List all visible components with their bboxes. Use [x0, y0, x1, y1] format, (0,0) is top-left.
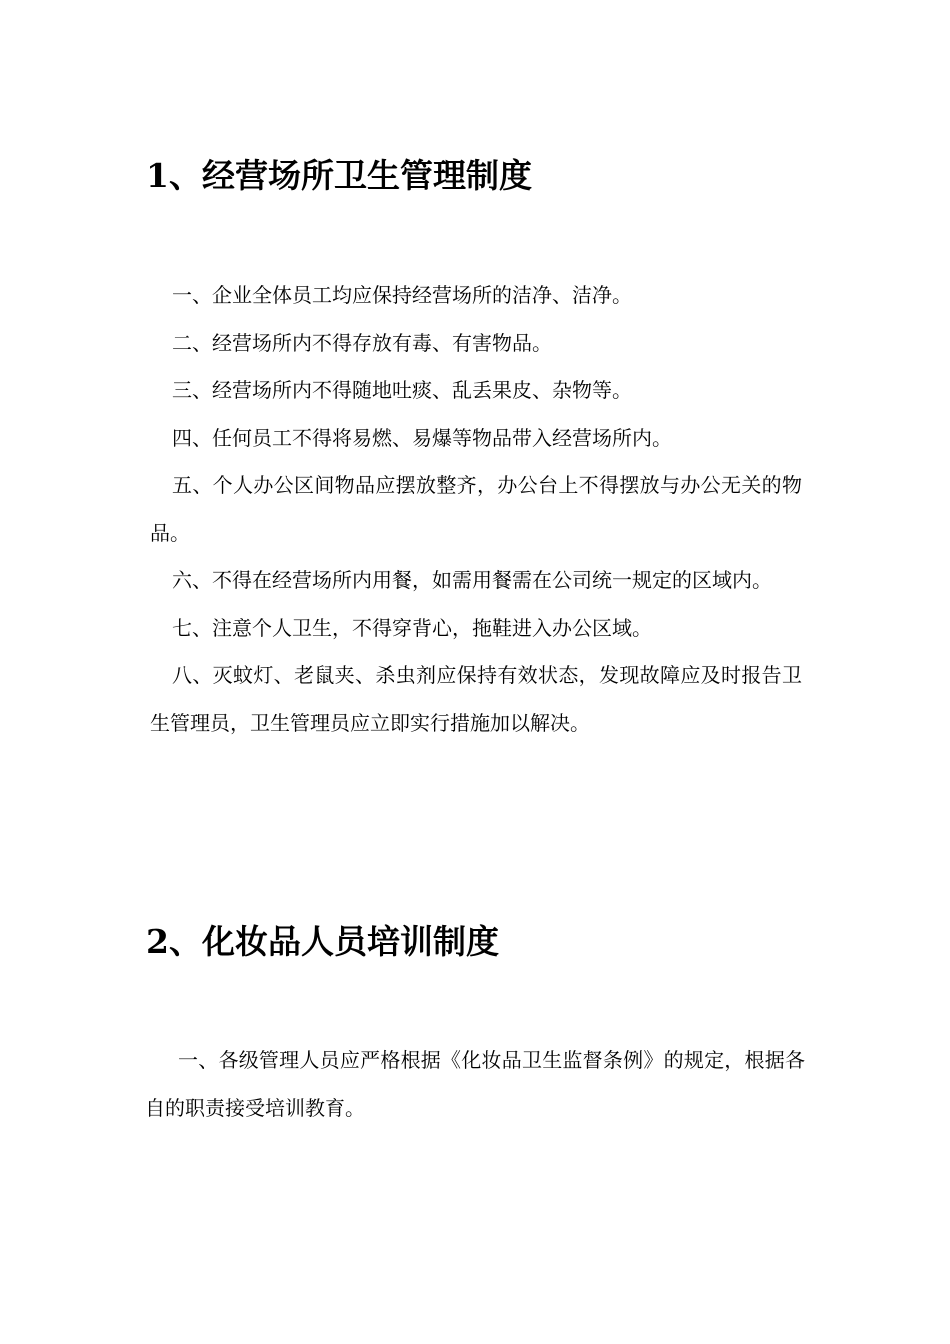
- section-1-paragraph-2: 二、经营场所内不得存放有毒、有害物品。: [172, 330, 552, 355]
- section-1-paragraph-8: 八、灭蚊灯、老鼠夹、杀虫剂应保持有效状态，发现故障应及时报告卫生管理员，卫生管理员应立即实行措施加以解决。: [150, 663, 802, 735]
- section-2-heading: 2、化妆品人员培训制度: [146, 922, 499, 961]
- section-2-paragraph-1: 一、各级管理人员应严格根据《化妆品卫生监督条例》的规定，根据各自的职责接受培训教育。: [145, 1048, 805, 1120]
- section-1-paragraph-4: 四、任何员工不得将易燃、易爆等物品带入经营场所内。: [172, 425, 672, 450]
- section-1-body: [150, 272, 802, 747]
- section-1-paragraph-6: 六、不得在经营场所内用餐，如需用餐需在公司统一规定的区域内。: [172, 568, 772, 592]
- section-1-paragraph-5: 五、个人办公区间物品应摆放整齐，办公台上不得摆放与办公无关的物品。: [150, 473, 802, 545]
- section-2-body: [145, 1037, 805, 1132]
- section-1-paragraph-1: 一、企业全体员工均应保持经营场所的洁净、洁净。: [172, 283, 632, 307]
- section-1-heading: 1、经营场所卫生管理制度: [146, 156, 532, 195]
- section-1-paragraph-3: 三、经营场所内不得随地吐痰、乱丢果皮、杂物等。: [172, 378, 632, 402]
- section-1-paragraph-7: 七、注意个人卫生，不得穿背心，拖鞋进入办公区域。: [172, 615, 652, 640]
